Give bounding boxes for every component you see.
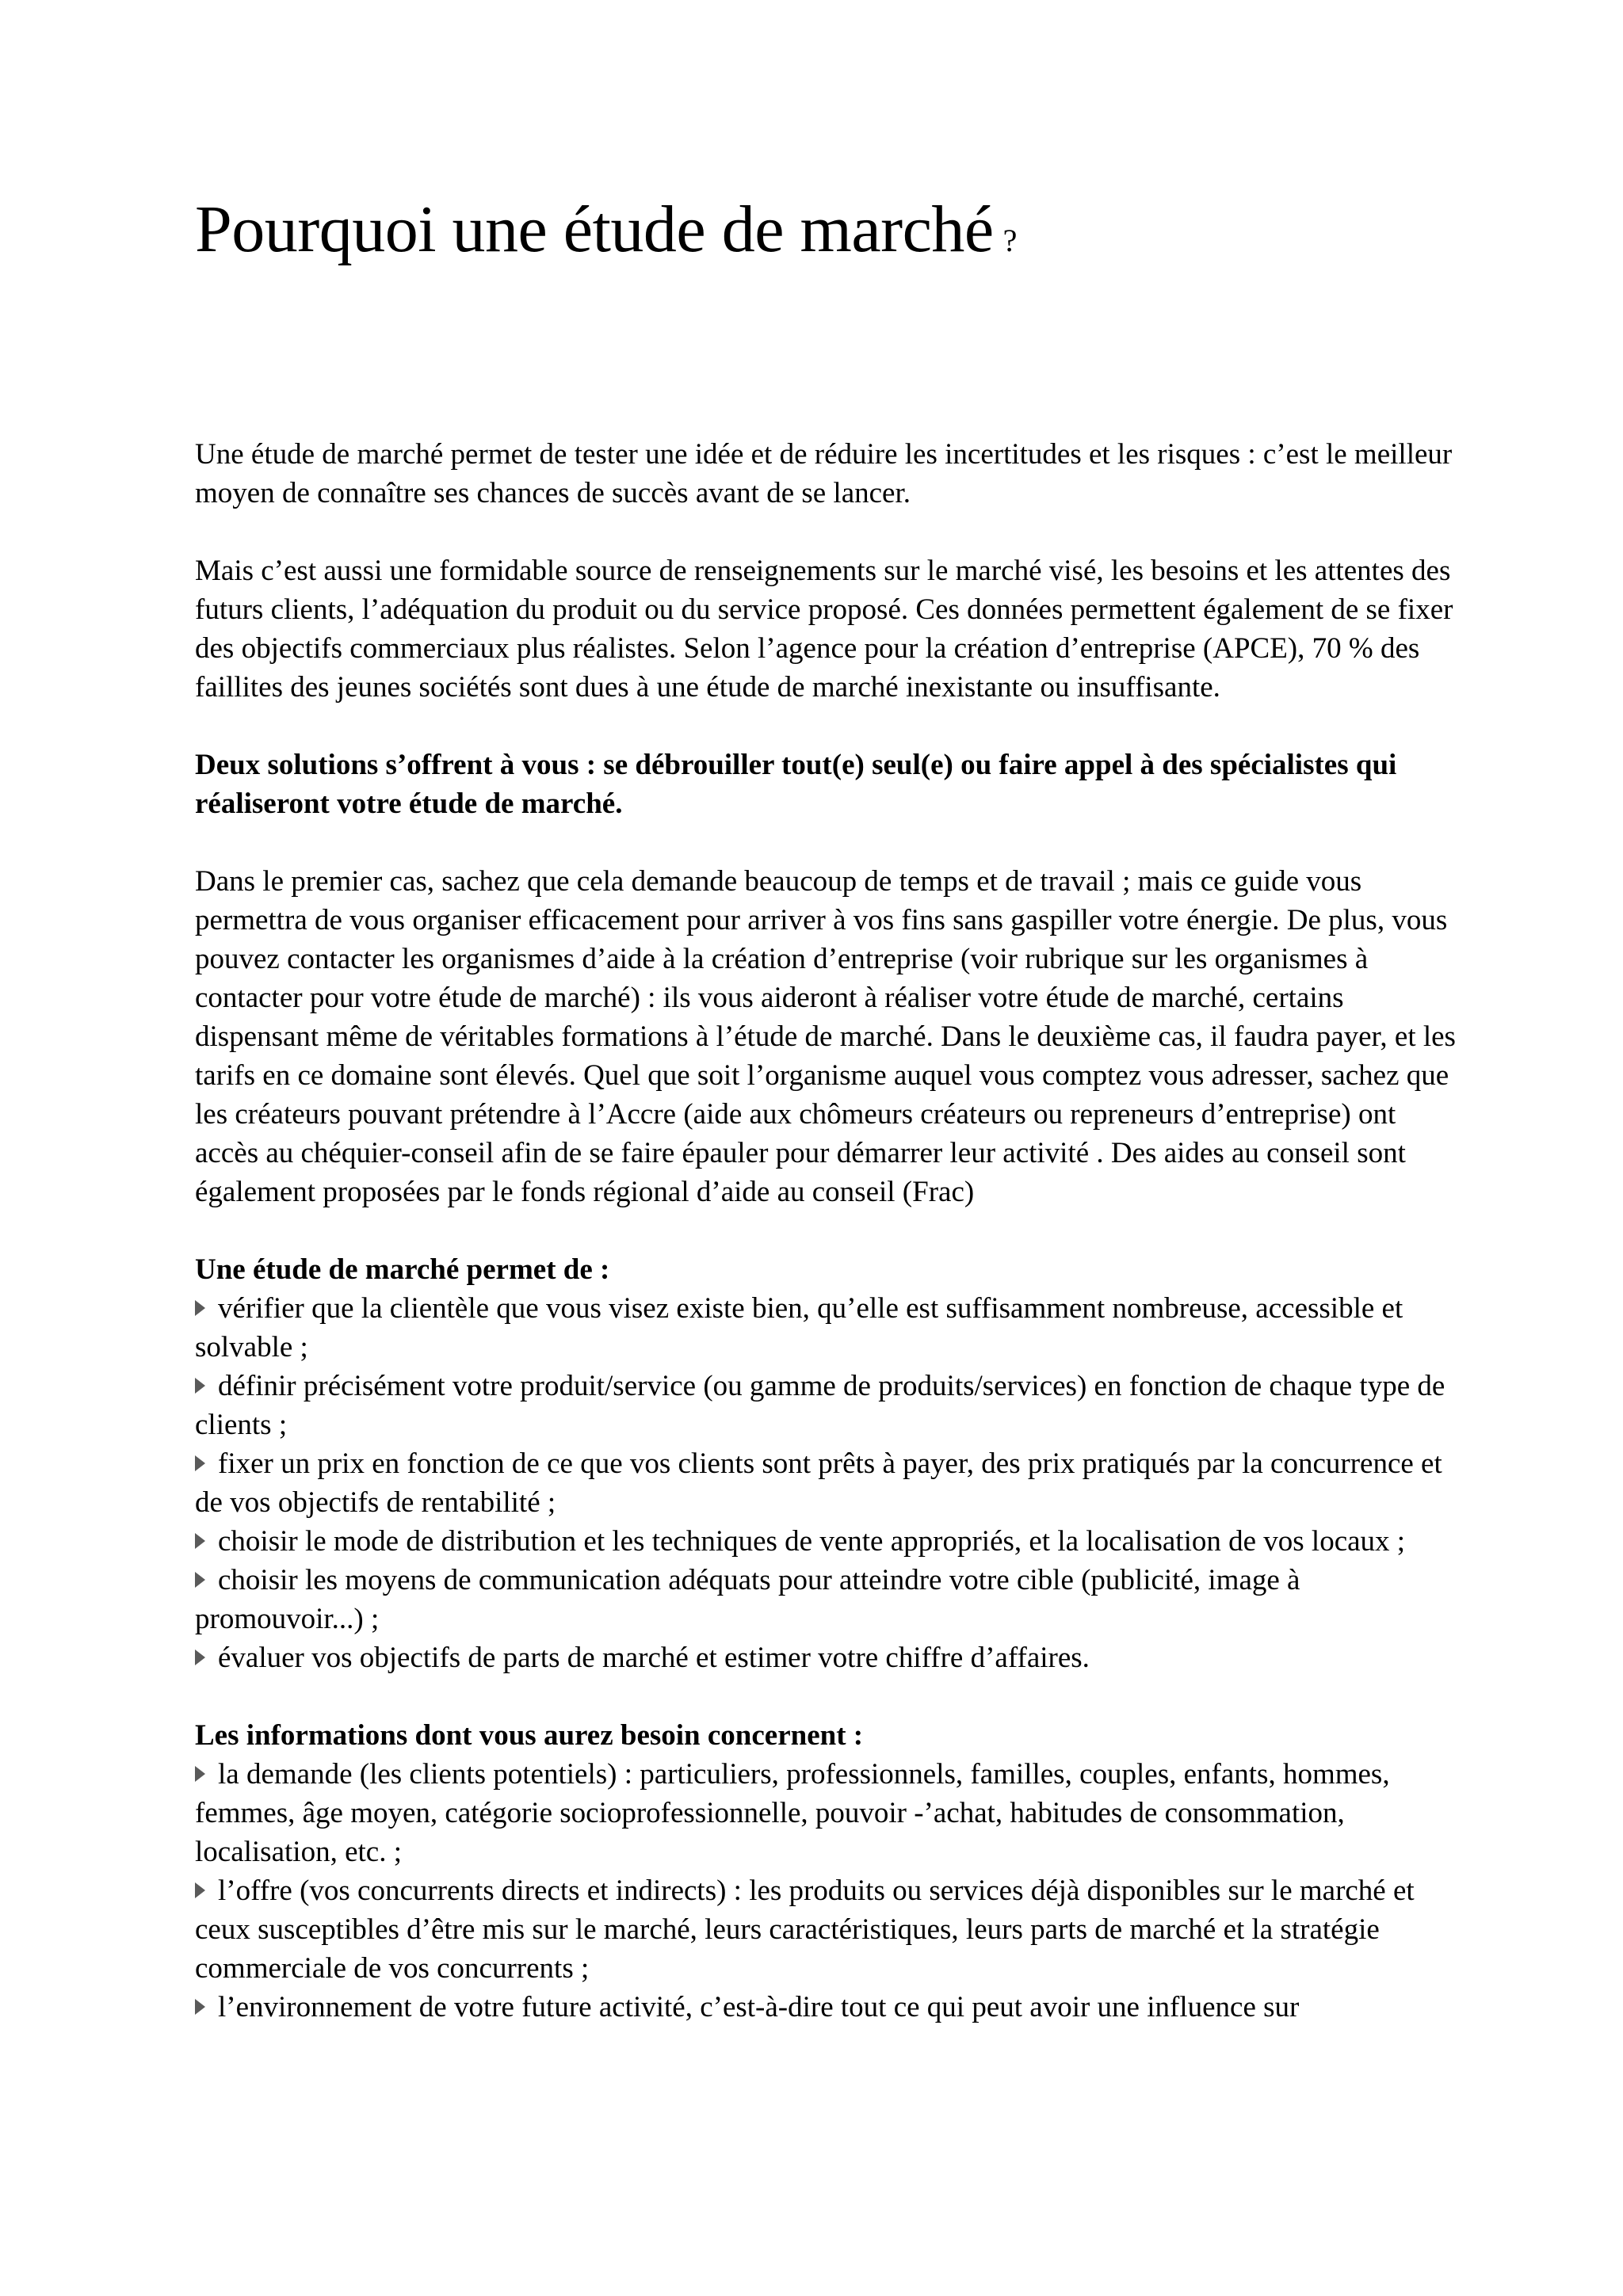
bullet-list-market-study bbox=[195, 1289, 1463, 1677]
section-heading-information-needed: Les informations dont vous aurez besoin concernent : bbox=[195, 1719, 864, 1752]
page-title-text: Pourquoi une étude de marché bbox=[195, 193, 994, 266]
list-item: fixer un prix en fonction de ce que vos clients sont prêts à payer, des prix pratiqués par la concurrence et de vos objectifs de rentabilité ; bbox=[195, 1447, 1442, 1519]
list-item: choisir le mode de distribution et les techniques de vente appropriés, et la localisation de vos locaux ; bbox=[195, 1522, 1463, 1561]
list-item: choisir les moyens de communication adéquats pour atteindre votre cible (publicité, image à promouvoir...) ; bbox=[195, 1564, 1300, 1635]
paragraph-source-info: Mais c’est aussi une formidable source de renseignements sur le marché visé, les besoins et les attentes des futurs clients, l’adéquation du produit ou du service proposé. Ces données permettent également de se fixer des objectifs commerciaux plus réalistes. Selon l’agence pour la création d’entreprise (APCE), 70 % des faillites des jeunes sociétés sont dues à une étude de marché inexistante ou insuffisante. bbox=[195, 555, 1453, 704]
paragraph-two-solutions: Deux solutions s’offrent à vous : se débrouiller tout(e) seul(e) ou faire appel à des spécialistes qui réaliseront votre étude de marché. bbox=[195, 749, 1397, 820]
page-title-question-mark: ? bbox=[1002, 223, 1017, 258]
bullet-arrow-icon bbox=[195, 1999, 205, 2015]
bullet-arrow-icon bbox=[195, 1650, 205, 1665]
list-item: vérifier que la clientèle que vous visez existe bien, qu’elle est suffisamment nombreuse, accessible et solvable ; bbox=[195, 1292, 1403, 1363]
paragraph-first-case: Dans le premier cas, sachez que cela demande beaucoup de temps et de travail ; mais ce guide vous permettra de vous organiser efficacement pour arriver à vos fins sans gaspiller votre énergie. De plus, vous pouvez contacter les organismes d’aide à la création d’entreprise (voir rubrique sur les organismes à contacter pour votre étude de marché) : ils vous aideront à réaliser votre étude de marché, certains dispensant même de véritables formations à l’étude de marché. Dans le deuxième cas, il faudra payer, et les tarifs en ce domaine sont élevés. Quel que soit l’organisme auquel vous comptez vous adresser, sachez que les créateurs pouvant prétendre à l’Accre (aide aux chômeurs créateurs ou repreneurs d’entreprise) ont accès au chéquier-conseil afin de se faire épauler pour démarrer leur activité . Des aides au conseil sont également proposées par le fonds régional d’aide au conseil (Frac) bbox=[195, 865, 1456, 1208]
bullet-list-information-needed bbox=[195, 1755, 1463, 2027]
list-item: la demande (les clients potentiels) : particuliers, professionnels, familles, couples, enfants, hommes, femmes, âge moyen, catégorie socioprofessionnelle, pouvoir -’achat, habitudes de consommation, localisation, etc. ; bbox=[195, 1758, 1390, 1868]
bullet-arrow-icon bbox=[195, 1300, 205, 1316]
list-item: l’environnement de votre future activité, c’est-à-dire tout ce qui peut avoir une influence sur bbox=[195, 1988, 1463, 2027]
list-item: l’offre (vos concurrents directs et indirects) : les produits ou services déjà disponibles sur le marché et ceux susceptibles d’être mis sur le marché, leurs caractéristiques, leurs parts de marché et la stratégie commerciale de vos concurrents ; bbox=[195, 1875, 1415, 1985]
bullet-arrow-icon bbox=[195, 1766, 205, 1782]
bullet-arrow-icon bbox=[195, 1455, 205, 1471]
bullet-arrow-icon bbox=[195, 1882, 205, 1898]
page-title bbox=[195, 190, 1463, 280]
document-page bbox=[195, 190, 1463, 2027]
list-item: définir précisément votre produit/service (ou gamme de produits/services) en fonction de chaque type de clients ; bbox=[195, 1370, 1445, 1441]
bullet-arrow-icon bbox=[195, 1572, 205, 1588]
bullet-arrow-icon bbox=[195, 1533, 205, 1549]
bullet-arrow-icon bbox=[195, 1378, 205, 1394]
list-item: évaluer vos objectifs de parts de marché et estimer votre chiffre d’affaires. bbox=[195, 1638, 1463, 1677]
section-heading-market-study: Une étude de marché permet de : bbox=[195, 1253, 610, 1286]
paragraph-intro: Une étude de marché permet de tester une idée et de réduire les incertitudes et les risques : c’est le meilleur moyen de connaître ses chances de succès avant de se lancer. bbox=[195, 438, 1453, 509]
